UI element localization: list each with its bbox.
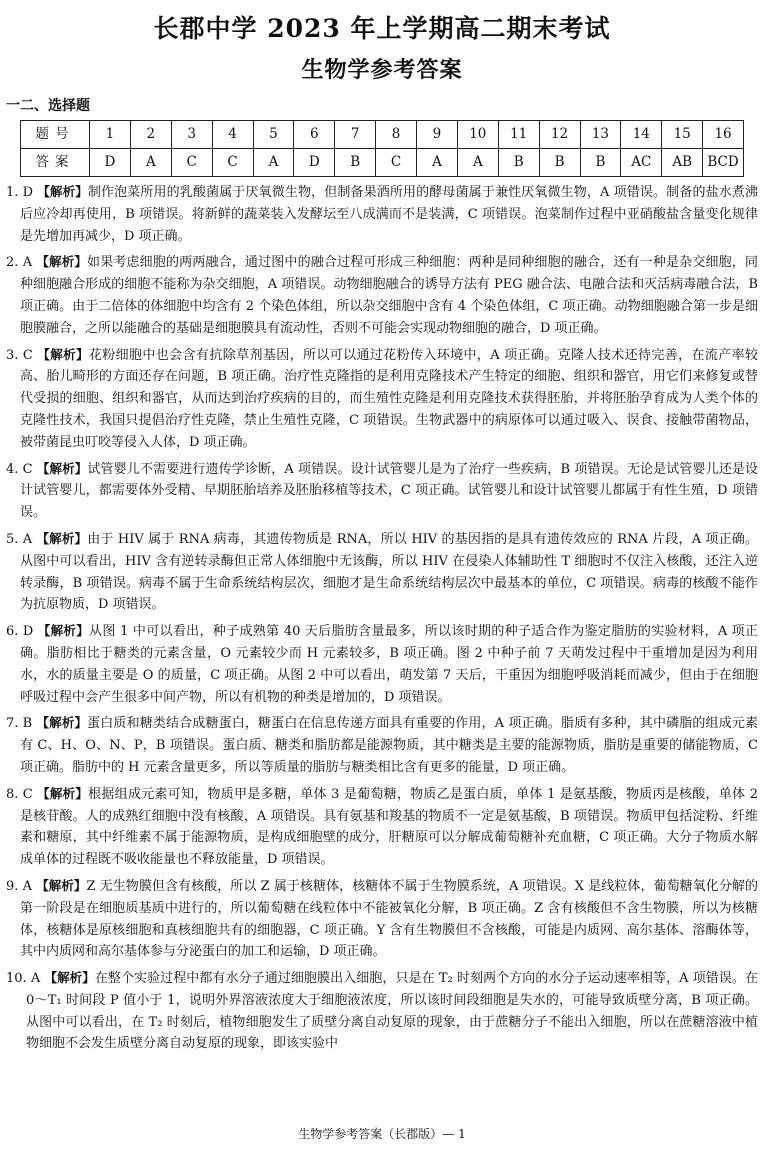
analysis-tag: 【解析】 — [44, 970, 95, 986]
question-answer-label: 6. D — [6, 624, 34, 640]
analysis-tag: 【解析】 — [36, 254, 88, 270]
question-number-cell: 1 — [90, 121, 131, 149]
question-answer-label: 5. A — [6, 531, 33, 547]
answer-cell: C — [171, 149, 212, 177]
answer-cell: BCD — [703, 149, 744, 177]
answer-cell: A — [417, 149, 458, 177]
question-answer-label: 1. D — [6, 185, 34, 200]
answer-cell: B — [580, 149, 621, 177]
analysis-tag: 【解析】 — [36, 877, 87, 893]
answer-cell: A — [253, 149, 294, 177]
answer-cell: A — [130, 149, 171, 177]
analysis-tag: 【解析】 — [36, 460, 88, 476]
explanation-item — [6, 712, 758, 778]
question-number-cell: 9 — [417, 121, 458, 149]
question-number-cell: 16 — [703, 121, 744, 149]
section-label: 一二、选择题 — [6, 98, 90, 114]
question-number-cell: 6 — [294, 121, 335, 149]
answer-cell: B — [335, 149, 376, 177]
analysis-tag: 【解析】 — [37, 785, 89, 801]
page-footer: 生物学参考答案（长郡版）— 1 — [298, 1127, 466, 1141]
question-answer-label: 3. C — [6, 347, 33, 363]
question-answer-label: 9. A — [6, 878, 32, 894]
answer-cell: B — [539, 149, 580, 177]
explanation-item — [6, 967, 758, 1055]
question-number-cell: 2 — [130, 121, 171, 149]
explanation-item — [6, 528, 758, 616]
question-number-row — [21, 121, 744, 149]
answer-cell: B — [498, 149, 539, 177]
explanation-text: 由于 HIV 属于 RNA 病毒，其遗传物质是 RNA，所以 HIV 的基因指的是具有遗传效应的 RNA 片段，A 项正确。从图中可以看出，HIV 含有逆转录酶但正常人体细胞中无该酶，所以 HIV 在侵染人体辅助性 T 细胞时不仅注入核酸，还注入逆转录酶，B 项错误。病毒不属于生命系统结构层次，细胞才是生命系统结构层次中最基本的单位，C 项错误。病毒的核酸不能作为抗原物质，D 项错误。 — [20, 531, 758, 613]
explanation-item — [6, 875, 758, 963]
question-number-cell: 10 — [457, 121, 498, 149]
question-answer-label: 7. B — [6, 716, 33, 732]
question-number-header: 题号 — [21, 121, 90, 149]
question-number-cell: 5 — [253, 121, 294, 149]
answer-key-subtitle: 生物学参考答案 — [301, 57, 463, 83]
question-number-cell: 8 — [376, 121, 417, 149]
analysis-tag: 【解析】 — [37, 623, 90, 639]
explanation-text: 制作泡菜所用的乳酸菌属于厌氧微生物，但制备果酒所用的酵母菌属于兼性厌氧微生物，A 项错误。制备的盐水煮沸后应冷却再使用，B 项错误。将新鲜的蔬菜装入发酵坛至八成满而不是装满，C 项错误。泡菜制作过程中亚硝酸盐含量变化规律是先增加再减少，D 项正确。 — [20, 185, 758, 244]
explanation-item — [6, 458, 758, 524]
question-number-cell: 4 — [212, 121, 253, 149]
answer-cell: C — [212, 149, 253, 177]
question-number-cell: 13 — [580, 121, 621, 149]
explanation-text: 试管婴儿不需要进行遗传学诊断，A 项错误。设计试管婴儿是为了治疗一些疾病，B 项错误。无论是试管婴儿还是设计试管婴儿，都需要体外受精、早期胚胎培养及胚胎移植等技术，C 项正确。试管婴儿和设计试管婴儿都属于有性生殖，D 项错误。 — [20, 461, 758, 521]
analysis-tag: 【解析】 — [37, 346, 89, 362]
question-answer-label: 8. C — [6, 786, 33, 802]
analysis-tag: 【解析】 — [37, 184, 88, 199]
analysis-tag: 【解析】 — [36, 530, 88, 546]
answer-cell: AB — [662, 149, 703, 177]
question-number-cell: 11 — [498, 121, 539, 149]
explanation-item — [6, 344, 758, 454]
explanation-text: 从图 1 中可以看出，种子成熟第 40 天后脂肪含量最多，所以该时期的种子适合作为鉴定脂肪的实验材料，A 项正确。脂肪相比于糖类的元素含量，O 元素较少而 H 元素较多，B 项正确。图 2 中种子前 7 天萌发过程中干重增加是因为利用水，水的质量主要是 O 的质量，C 项正确。从图 2 中可以看出，萌发第 7 天后，干重因为细胞呼吸消耗而减少，但由于在细胞呼吸过程中会产生很多中间产物，所以有机物的种类是增加的，D 项错误。 — [20, 624, 758, 705]
answer-cell: C — [376, 149, 417, 177]
question-number-cell: 7 — [335, 121, 376, 149]
question-answer-label: 10. A — [6, 971, 41, 987]
explanation-item — [6, 251, 758, 339]
question-number-cell: 12 — [539, 121, 580, 149]
explanation-text: 花粉细胞中也会含有抗除草剂基因，所以可以通过花粉传入环境中，A 项正确。克隆人技术还待完善，在流产率较高、胎儿畸形的方面还存在问题，B 项正确。治疗性克隆指的是利用克隆技术产生特定的细胞、组织和器官，用它们来修复或替代受损的细胞、组织和器官，从而达到治疗疾病的目的，而生殖性克隆是利用克隆技术获得胚胎，并将胚胎孕育成为人类个体的克隆性技术，我国只提倡治疗性克隆，禁止生殖性克隆，C 项错误。生物武器中的病原体可以通过吸入、误食、接触带菌物品，被带菌昆虫叮咬等侵入人体，D 项正确。 — [20, 347, 758, 450]
explanation-item — [6, 620, 758, 708]
answer-cell: A — [457, 149, 498, 177]
explanation-text: 如果考虑细胞的两两融合，通过图中的融合过程可形成三种细胞：两种是同种细胞的融合，还有一种是杂交细胞，同种细胞融合形成的细胞不能称为杂交细胞，A 项错误。动物细胞融合的诱导方法有 PEG 融合法、电融合法和灭活病毒融合法，B 项正确。由于二倍体的体细胞中均含有 2 个染色体组，所以杂交细胞中含有 4 个染色体组，C 项正确。动物细胞融合第一步是细胞膜融合，之所以能融合的基础是细胞膜具有流动性，否则不可能会实现动物细胞的融合，D 项正确。 — [20, 255, 758, 336]
answer-table — [20, 120, 744, 177]
question-answer-label: 4. C — [6, 461, 33, 477]
question-answer-label: 2. A — [6, 255, 33, 271]
explanation-text: 蛋白质和糖类结合成糖蛋白，糖蛋白在信息传递方面具有重要的作用，A 项正确。脂质有多种，其中磷脂的组成元素有 C、H、O、N、P，B 项错误。蛋白质、糖类和脂肪都是能源物质，其中糖类是主要的能源物质，脂肪是重要的储能物质，C 项正确。脂肪中的 H 元素含量更多，所以等质量的脂肪与糖类相比含有更多的能量，D 项正确。 — [20, 716, 758, 775]
question-number-cell: 3 — [171, 121, 212, 149]
answer-header: 答案 — [21, 149, 90, 177]
explanation-item — [6, 783, 758, 871]
exam-title: 长郡中学 2023 年上学期高二期末考试 — [153, 14, 611, 43]
question-number-cell: 14 — [621, 121, 662, 149]
explanation-text: 根据组成元素可知，物质甲是多糖，单体 3 是葡萄糖，物质乙是蛋白质，单体 1 是氨基酸，物质丙是核酸，单体 2 是核苷酸。人的成熟红细胞中没有核酸，A 项错误。具有氨基和羧基的物质不一定是氨基酸，B 项错误。物质甲包括淀粉、纤维素和糖原，其中纤维素不属于能源物质，是构成细胞壁的成分，肝糖原可以分解成葡萄糖补充血糖，C 项正确。大分子物质水解成单体的过程既不吸收能量也不释放能量，D 项错误。 — [20, 786, 758, 868]
answer-cell: AC — [621, 149, 662, 177]
answer-cell: D — [90, 149, 131, 177]
explanation-list — [6, 181, 758, 1059]
explanation-text: Z 无生物膜但含有核酸，所以 Z 属于核糖体，核糖体不属于生物膜系统，A 项错误。X 是线粒体，葡萄糖氧化分解的第一阶段是在细胞质基质中进行的，所以葡萄糖在线粒体中不能被氧化分解，B 项正确。Z 含有核酸但不含生物膜，所以为核糖体，核糖体是原核细胞和真核细胞共有的细胞器，C 项正确。Y 含有生物膜但不含核酸，可能是内质网、高尔基体、溶酶体等，其中内质网和高尔基体参与分泌蛋白的加工和运输，D 项正确。 — [20, 878, 758, 960]
analysis-tag: 【解析】 — [36, 715, 88, 731]
question-number-cell: 15 — [662, 121, 703, 149]
answer-cell: D — [294, 149, 335, 177]
explanation-item — [6, 181, 758, 247]
answer-row — [21, 149, 744, 177]
explanation-text: 在整个实验过程中都有水分子通过细胞膜出入细胞，只是在 T₂ 时刻两个方向的水分子运动速率相等，A 项错误。在 0～T₁ 时间段 P 值小于 1，说明外界溶液浓度大于细胞液浓度，所以该时间段细胞是失水的，可能导致质壁分离，B 项正确。从图中可以看出，在 T₂ 时刻后，植物细胞发生了质壁分离自动复原的现象，由于蔗糖分子不能出入细胞，所以在蔗糖溶液中植物细胞不会发生质壁分离自动复原的现象，即该实验中 — [26, 971, 759, 1052]
